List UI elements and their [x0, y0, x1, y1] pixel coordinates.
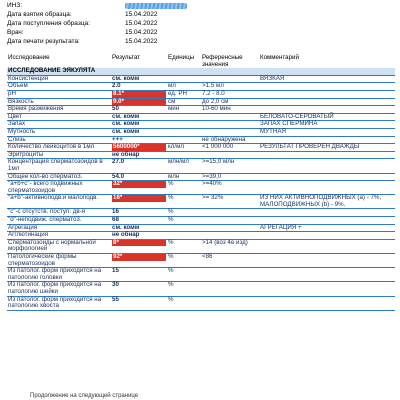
result-text: см. комм [112, 74, 140, 82]
comment: БЕЛОВАТО-СЕРОВАТЫЙ [259, 113, 395, 121]
test-name: Сперматозоиды с нормальной морфологией [7, 239, 111, 253]
table-row [7, 195, 395, 209]
test-name: "а+b"-активноподв.и малоподв. [7, 195, 111, 209]
test-name: Общее кол-во спермато3. [7, 173, 111, 181]
reference-range [201, 282, 259, 296]
test-name: "d"-неподвиж. спермато3. [7, 217, 111, 225]
result-text: +++ [112, 135, 123, 143]
reference-range [201, 217, 259, 225]
unit: мин [167, 106, 201, 114]
test-name: Цвет [7, 113, 111, 121]
comment: РЕЗУЛЬТАТ ПРОВЕРЕН ДВАЖДЫ [259, 144, 395, 152]
result-value [111, 181, 167, 195]
unit [167, 113, 201, 121]
flagged-result: 8.1* [112, 91, 166, 98]
comment [259, 239, 395, 253]
test-name: Агрегация [7, 224, 111, 232]
comment: ВЯЗКАЯ [259, 75, 395, 83]
test-name: Вязкость [7, 98, 111, 106]
test-name: Запах [7, 121, 111, 129]
comment: АГРЕГАЦИЯ + [259, 224, 395, 232]
table-row [7, 75, 395, 83]
result-value [111, 98, 167, 106]
result-value [111, 282, 167, 296]
unit: см [167, 98, 201, 106]
test-name: Мутность [7, 128, 111, 136]
table-row [7, 106, 395, 114]
result-text: 55 [112, 295, 119, 303]
unit: % [167, 296, 201, 310]
table-row [7, 113, 395, 121]
table-row [7, 90, 395, 98]
comment [259, 209, 395, 217]
reference-range [201, 296, 259, 310]
result-text: не обнар [112, 231, 140, 239]
table-row [7, 282, 395, 296]
test-name: Из патолог. форм приходится на патологию хвоста [7, 296, 111, 310]
unit: % [167, 209, 201, 217]
result-text: см. комм [112, 223, 140, 231]
reference-range: >=40% [201, 181, 259, 195]
result-value [111, 90, 167, 98]
result-value [111, 254, 167, 268]
result-text: 50 [112, 105, 119, 113]
result-value [111, 159, 167, 173]
test-name: Время разжижения [7, 106, 111, 114]
result-text: 54.0 [112, 172, 125, 180]
result-text: 30 [112, 281, 119, 289]
test-name: Количество лейкоцитов в 1мл [7, 144, 111, 152]
meta-value: 15.04.2022 [125, 11, 158, 18]
section-title: ИССЛЕДОВАНИЕ ЭЯКУЛЯТА [7, 68, 395, 75]
table-row [7, 128, 395, 136]
meta-label: Врач: [7, 29, 24, 36]
unit: % [167, 254, 201, 268]
unit: % [167, 282, 201, 296]
flagged-result: 92* [112, 254, 166, 261]
result-value [111, 296, 167, 310]
unit: кл/мл [167, 144, 201, 152]
result-text: см. комм [112, 112, 140, 120]
unit: млн [167, 173, 201, 181]
unit: млн/мл [167, 159, 201, 173]
table-row [7, 159, 395, 173]
reference-range [201, 209, 259, 217]
comment: ЗАПАХ СПЕРМИНА [259, 121, 395, 129]
comment [259, 83, 395, 91]
result-text: 15 [112, 267, 119, 275]
test-name: "а+b+с"- всего подвижных сперматозоидов [7, 181, 111, 195]
reference-range: <1 000 000 [201, 144, 259, 152]
flagged-result: 9.0* [112, 99, 166, 106]
unit: % [167, 239, 201, 253]
comment [259, 181, 395, 195]
flagged-result: 8* [112, 240, 166, 247]
comment [259, 90, 395, 98]
unit [167, 128, 201, 136]
result-text: 2.0 [112, 82, 121, 90]
table-row [7, 83, 395, 91]
reference-range: >14 (воз 4е изд) [201, 239, 259, 253]
unit: % [167, 217, 201, 225]
result-text: 68 [112, 216, 119, 224]
comment [259, 296, 395, 310]
unit: % [167, 195, 201, 209]
test-name: Агглютинация [7, 232, 111, 240]
table-row [7, 181, 395, 195]
result-text: не обнар [112, 150, 140, 158]
test-name: Концентрация сперматозоидов в 1мл [7, 159, 111, 173]
test-name: Из патолог. форм приходится на патологию головки [7, 268, 111, 282]
reference-range: >= 32% [201, 195, 259, 209]
test-name: Из патолог. форм приходится на патологию шейки [7, 282, 111, 296]
result-value [111, 195, 167, 209]
table-row [7, 217, 395, 225]
reference-range: >1.5 мл [201, 83, 259, 91]
col-header: Комментарий [260, 54, 299, 61]
table-row [7, 254, 395, 268]
results-table [7, 55, 395, 311]
reference-range: до 2,0 см [201, 98, 259, 106]
col-header: Исследование [8, 54, 50, 61]
redacted-value [125, 3, 187, 9]
table-row [7, 224, 395, 232]
reference-range: 7.2 - 8.0 [201, 90, 259, 98]
meta-label: Дата печати результата: [7, 38, 80, 45]
reference-range: <86 [201, 254, 259, 268]
unit: % [167, 181, 201, 195]
comment: МУТНАЯ [259, 128, 395, 136]
test-name: Патологические формы сперматозоидов [7, 254, 111, 268]
meta-value: 15.04.2022 [125, 38, 158, 45]
reference-range [201, 113, 259, 121]
unit: мл [167, 83, 201, 91]
test-name: Слизь [7, 136, 111, 144]
test-name: Объем [7, 83, 111, 91]
reference-range [201, 268, 259, 282]
reference-range: 10-60 мин [201, 106, 259, 114]
table-row [7, 98, 395, 106]
reference-range: не обнаружена [201, 136, 259, 144]
comment: ИЗ НИХ АКТИВНОПОДВИЖНЫХ (а) - 7%, МАЛОПОДВИЖНЫХ (b) - 9%. [259, 195, 395, 209]
table-row [7, 296, 395, 310]
meta-value: 15.04.2022 [125, 29, 158, 36]
result-text: 16 [112, 208, 119, 216]
result-value [111, 239, 167, 253]
reference-range [201, 128, 259, 136]
meta-label: ИНЗ: [7, 2, 23, 9]
col-header: Единицы [168, 54, 195, 61]
comment [259, 232, 395, 240]
result-text: 27.0 [112, 158, 125, 166]
unit [167, 224, 201, 232]
page-footer: Продолжение на следующей странице [30, 393, 139, 399]
table-row [7, 121, 395, 129]
comment [259, 268, 395, 282]
col-header: Результат [112, 54, 141, 61]
col-header: Референсные значения [202, 54, 243, 68]
test-name: Эритроциты [7, 151, 111, 159]
flagged-result: 5600000* [112, 144, 166, 151]
flagged-result: 32* [112, 181, 166, 188]
result-value [111, 268, 167, 282]
meta-label: Дата поступления образца: [7, 20, 90, 27]
meta-label: Дата взятия образца: [7, 11, 72, 18]
result-value [111, 232, 167, 240]
result-text: см. комм [112, 120, 140, 128]
reference-range [201, 224, 259, 232]
test-name: Консистенция [7, 75, 111, 83]
comment [259, 98, 395, 106]
unit: % [167, 268, 201, 282]
test-name: "с"-с отсутств. поступ. дв-я [7, 209, 111, 217]
result-text: см. комм [112, 127, 140, 135]
reference-range: >=39,0 [201, 173, 259, 181]
comment [259, 159, 395, 173]
meta-value: 15.04.2022 [125, 20, 158, 27]
reference-range [201, 121, 259, 129]
section-header [7, 68, 395, 75]
reference-range: >=15,0 млн [201, 159, 259, 173]
comment [259, 254, 395, 268]
unit [167, 121, 201, 129]
comment [259, 173, 395, 181]
comment [259, 151, 395, 159]
table-row [7, 239, 395, 253]
comment [259, 282, 395, 296]
unit: ед. РН [167, 90, 201, 98]
flagged-result: 16* [112, 195, 166, 202]
table-row [7, 268, 395, 282]
test-name: pH [7, 90, 111, 98]
result-value [111, 209, 167, 217]
table-row [7, 144, 395, 152]
